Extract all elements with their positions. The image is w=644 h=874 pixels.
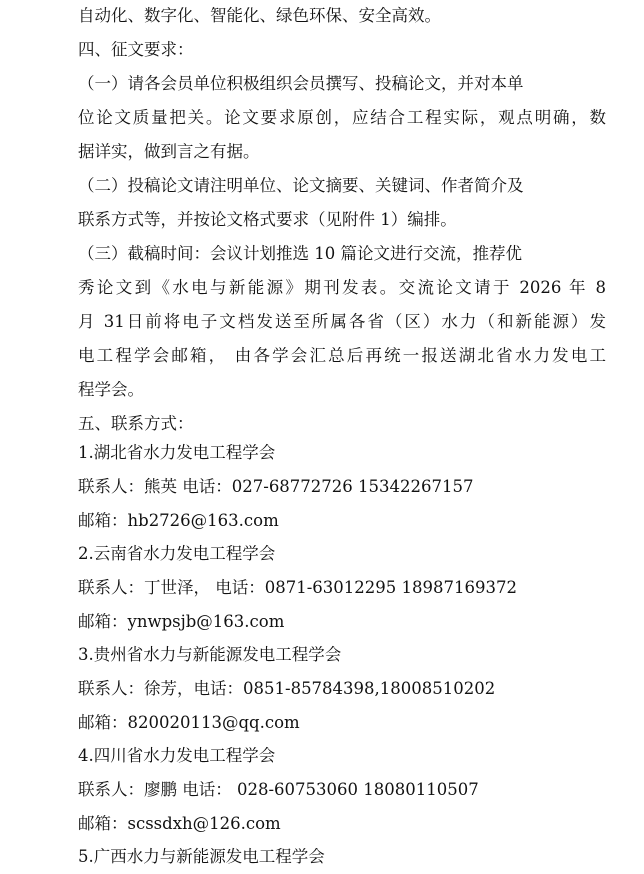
- contact-person-1: 联系人：熊英 电话：027-68772726 15342267157: [78, 477, 474, 496]
- contact-org-4: 4.四川省水力发电工程学会: [78, 746, 276, 765]
- text-line-1: 自动化、数字化、智能化、绿色环保、安全高效。: [78, 6, 441, 25]
- text-line-10: 月 31日前将电子文档发送至所属各省（区）水力（和新能源）发: [78, 312, 606, 331]
- contact-email-2: 邮箱：ynwpsjb@163.com: [78, 612, 285, 631]
- contact-person-2: 联系人：丁世泽， 电话：0871-63012295 18987169372: [78, 578, 518, 597]
- contact-org-3: 3.贵州省水力与新能源发电工程学会: [78, 645, 342, 664]
- contact-org-5: 5.广西水力与新能源发电工程学会: [78, 847, 325, 866]
- text-line-9: 秀论文到《水电与新能源》期刊发表。交流论文请于 2026 年 8: [78, 278, 606, 297]
- contact-email-4: 邮箱：scssdxh@126.com: [78, 814, 281, 833]
- contact-person-4: 联系人：廖鹏 电话： 028-60753060 18080110507: [78, 780, 479, 799]
- contact-email-3: 邮箱：820020113@qq.com: [78, 713, 300, 732]
- section-heading-requirements: 四、征文要求：: [78, 40, 194, 59]
- contact-email-1: 邮箱：hb2726@163.com: [78, 511, 279, 530]
- text-line-5: 据详实，做到言之有据。: [78, 142, 260, 161]
- text-line-12: 程学会。: [78, 380, 144, 399]
- text-line-4: 位论文质量把关。论文要求原创，应结合工程实际，观点明确，数: [78, 108, 606, 127]
- text-line-7: 联系方式等，并按论文格式要求（见附件 1）编排。: [78, 210, 457, 229]
- section-heading-contacts: 五、联系方式：: [78, 414, 194, 433]
- text-line-3: （一）请各会员单位积极组织会员撰写、投稿论文，并对本单: [78, 74, 524, 93]
- text-line-8: （三）截稿时间：会议计划推选 10 篇论文进行交流，推荐优: [78, 244, 522, 263]
- contact-org-2: 2.云南省水力发电工程学会: [78, 544, 276, 563]
- text-line-6: （二）投稿论文请注明单位、论文摘要、关键词、作者简介及: [78, 176, 524, 195]
- text-line-11: 电工程学会邮箱， 由各学会汇总后再统一报送湖北省水力发电工: [78, 346, 606, 365]
- contact-org-1: 1.湖北省水力发电工程学会: [78, 443, 276, 462]
- contact-person-3: 联系人：徐芳，电话：0851-85784398,18008510202: [78, 679, 496, 698]
